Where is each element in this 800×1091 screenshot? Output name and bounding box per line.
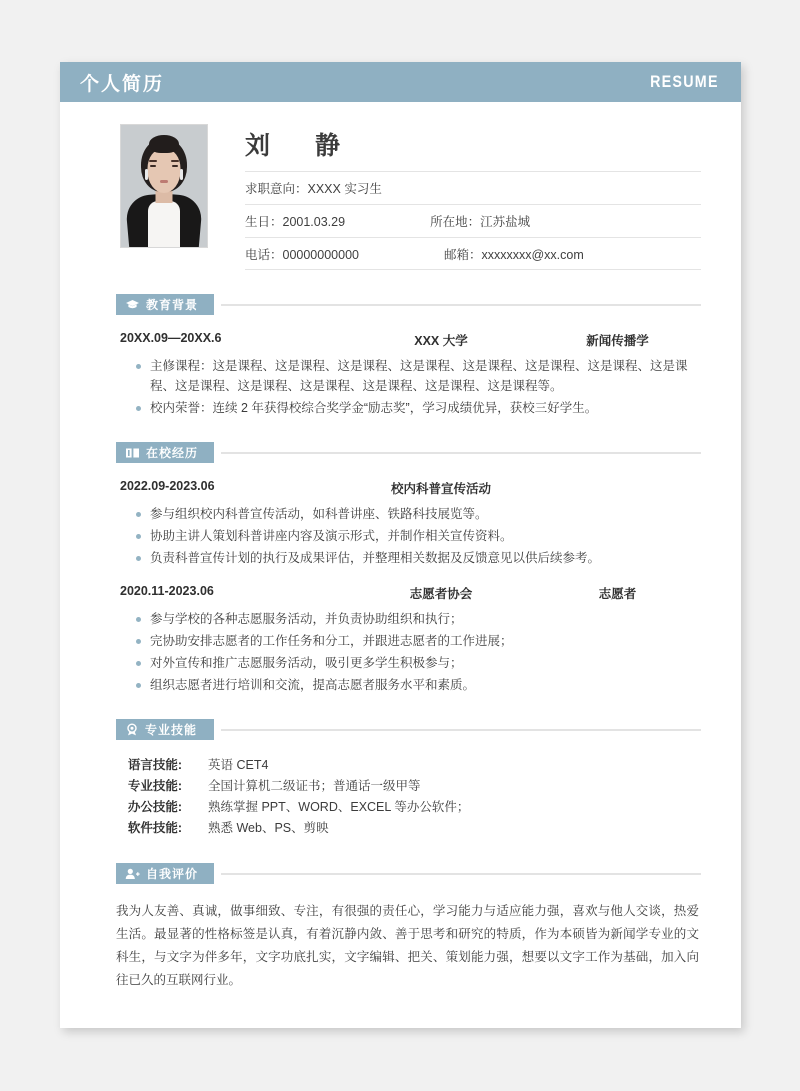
education-bullets — [116, 356, 701, 418]
skill-value: 英语 CET4 — [208, 758, 269, 772]
list-item: 校内荣誉：连续 2 年获得校综合奖学金“励志奖”，学习成绩优异，获校三好学生。 — [116, 398, 701, 418]
profile-details — [208, 124, 701, 270]
section-label-experience: 在校经历 — [146, 446, 199, 460]
profile-block — [60, 102, 741, 270]
section-tag-summary — [116, 863, 214, 884]
user-plus-icon — [125, 868, 140, 880]
list-item: 组织志愿者进行培训和交流，提高志愿者服务水平和素质。 — [116, 675, 701, 695]
section-label-summary: 自我评价 — [146, 867, 199, 881]
avatar — [120, 124, 208, 248]
experience-role — [534, 479, 701, 497]
list-item: 完协助安排志愿者的工作任务和分工，并跟进志愿者的工作进展； — [116, 631, 701, 651]
section-tag-experience — [116, 442, 214, 463]
section-tag-skills — [116, 719, 214, 740]
info-row-birth-location — [245, 204, 701, 237]
skill-key: 软件技能: — [127, 821, 182, 835]
skills-list — [116, 755, 701, 839]
section-label-skills: 专业技能 — [145, 723, 198, 737]
job-objective: 求职意向：XXXX 实习生 — [245, 182, 382, 196]
section-rule — [221, 304, 701, 306]
education-entry-header — [116, 331, 701, 349]
page-title-english: RESUME — [650, 72, 719, 91]
section-header-experience — [116, 442, 701, 463]
skill-key: 办公技能: — [127, 800, 182, 814]
skill-key: 语言技能: — [127, 758, 182, 772]
location: 所在地：江苏盐城 — [430, 215, 531, 229]
section-rule — [221, 729, 701, 731]
section-header-education — [116, 294, 701, 315]
page-header-banner — [60, 62, 741, 102]
education-school: XXX 大学 — [414, 334, 468, 348]
skill-row — [116, 818, 701, 839]
section-header-skills — [116, 719, 701, 740]
self-evaluation-text: 我为人友善、真诚，做事细致、专注，有很强的责任心，学习能力与适应能力强，喜欢与他人交谈，热爱生活。最显著的性格标签是认真，有着沉静内敛、善于思考和研究的特质，作为本硕皆为新闻学专业的文科生，与文字为伴多年，文字功底扎实，文字编辑、把关、策划能力强，想要以文字工作为基础，加入向往已久的互联网行业。 — [116, 904, 699, 987]
resume-page — [60, 62, 741, 1028]
section-rule — [221, 873, 701, 875]
birthday: 生日：2001.03.29 — [245, 215, 346, 229]
experience-bullets — [116, 504, 701, 568]
email: 邮箱：xxxxxxxx@xx.com — [443, 247, 584, 262]
skill-value: 全国计算机二级证书；普通话一级甲等 — [208, 779, 421, 793]
section-education — [60, 294, 741, 418]
section-label-education: 教育背景 — [146, 298, 199, 312]
skill-key: 专业技能: — [127, 779, 182, 793]
education-date: 20XX.09—20XX.6 — [120, 331, 222, 345]
page-title: 个人简历 — [80, 73, 165, 95]
experience-org: 校内科普宣传活动 — [390, 482, 491, 496]
list-item: 参与组织校内科普宣传活动，如科普讲座、铁路科技展览等。 — [116, 504, 701, 524]
section-experience — [60, 442, 741, 695]
experience-role: 志愿者 — [598, 587, 637, 601]
info-row-phone-email — [245, 237, 701, 270]
list-item: 负责科普宣传计划的执行及成果评估，并整理相关数据及反馈意见以供后续参考。 — [116, 548, 701, 568]
badge-icon — [125, 723, 139, 736]
skill-row — [116, 755, 701, 776]
education-major: 新闻传播学 — [586, 334, 649, 348]
experience-entry-header — [116, 479, 701, 497]
skill-row — [116, 776, 701, 797]
section-skills — [60, 719, 741, 839]
experience-date: 2020.11-2023.06 — [120, 584, 214, 598]
experience-date: 2022.09-2023.06 — [120, 479, 215, 493]
skill-value: 熟悉 Web、PS、剪映 — [208, 821, 329, 835]
phone: 电话：00000000000 — [245, 247, 359, 262]
list-item: 对外宣传和推广志愿服务活动，吸引更多学生积极参与； — [116, 653, 701, 673]
section-tag-education — [116, 294, 214, 315]
section-rule — [221, 452, 701, 454]
graduation-cap-icon — [125, 299, 140, 311]
section-summary — [60, 863, 741, 992]
list-item: 主修课程：这是课程、这是课程、这是课程、这是课程、这是课程、这是课程、这是课程、这是课程、这是课程、这是课程、这是课程、这是课程、这是课程、这是课程等。 — [116, 356, 701, 396]
skill-row — [116, 797, 701, 818]
open-book-icon — [125, 447, 140, 459]
list-item: 协助主讲人策划科普讲座内容及演示形式，并制作相关宣传资料。 — [116, 526, 701, 546]
info-row-objective — [245, 171, 701, 204]
candidate-name: 刘 静 — [245, 132, 351, 160]
experience-entry-header — [116, 584, 701, 602]
experience-bullets — [116, 609, 701, 695]
section-header-summary — [116, 863, 701, 884]
list-item: 参与学校的各种志愿服务活动，并负责协助组织和执行； — [116, 609, 701, 629]
experience-org: 志愿者协会 — [409, 587, 473, 601]
skill-value: 熟练掌握 PPT、WORD、EXCEL 等办公软件； — [208, 800, 470, 814]
